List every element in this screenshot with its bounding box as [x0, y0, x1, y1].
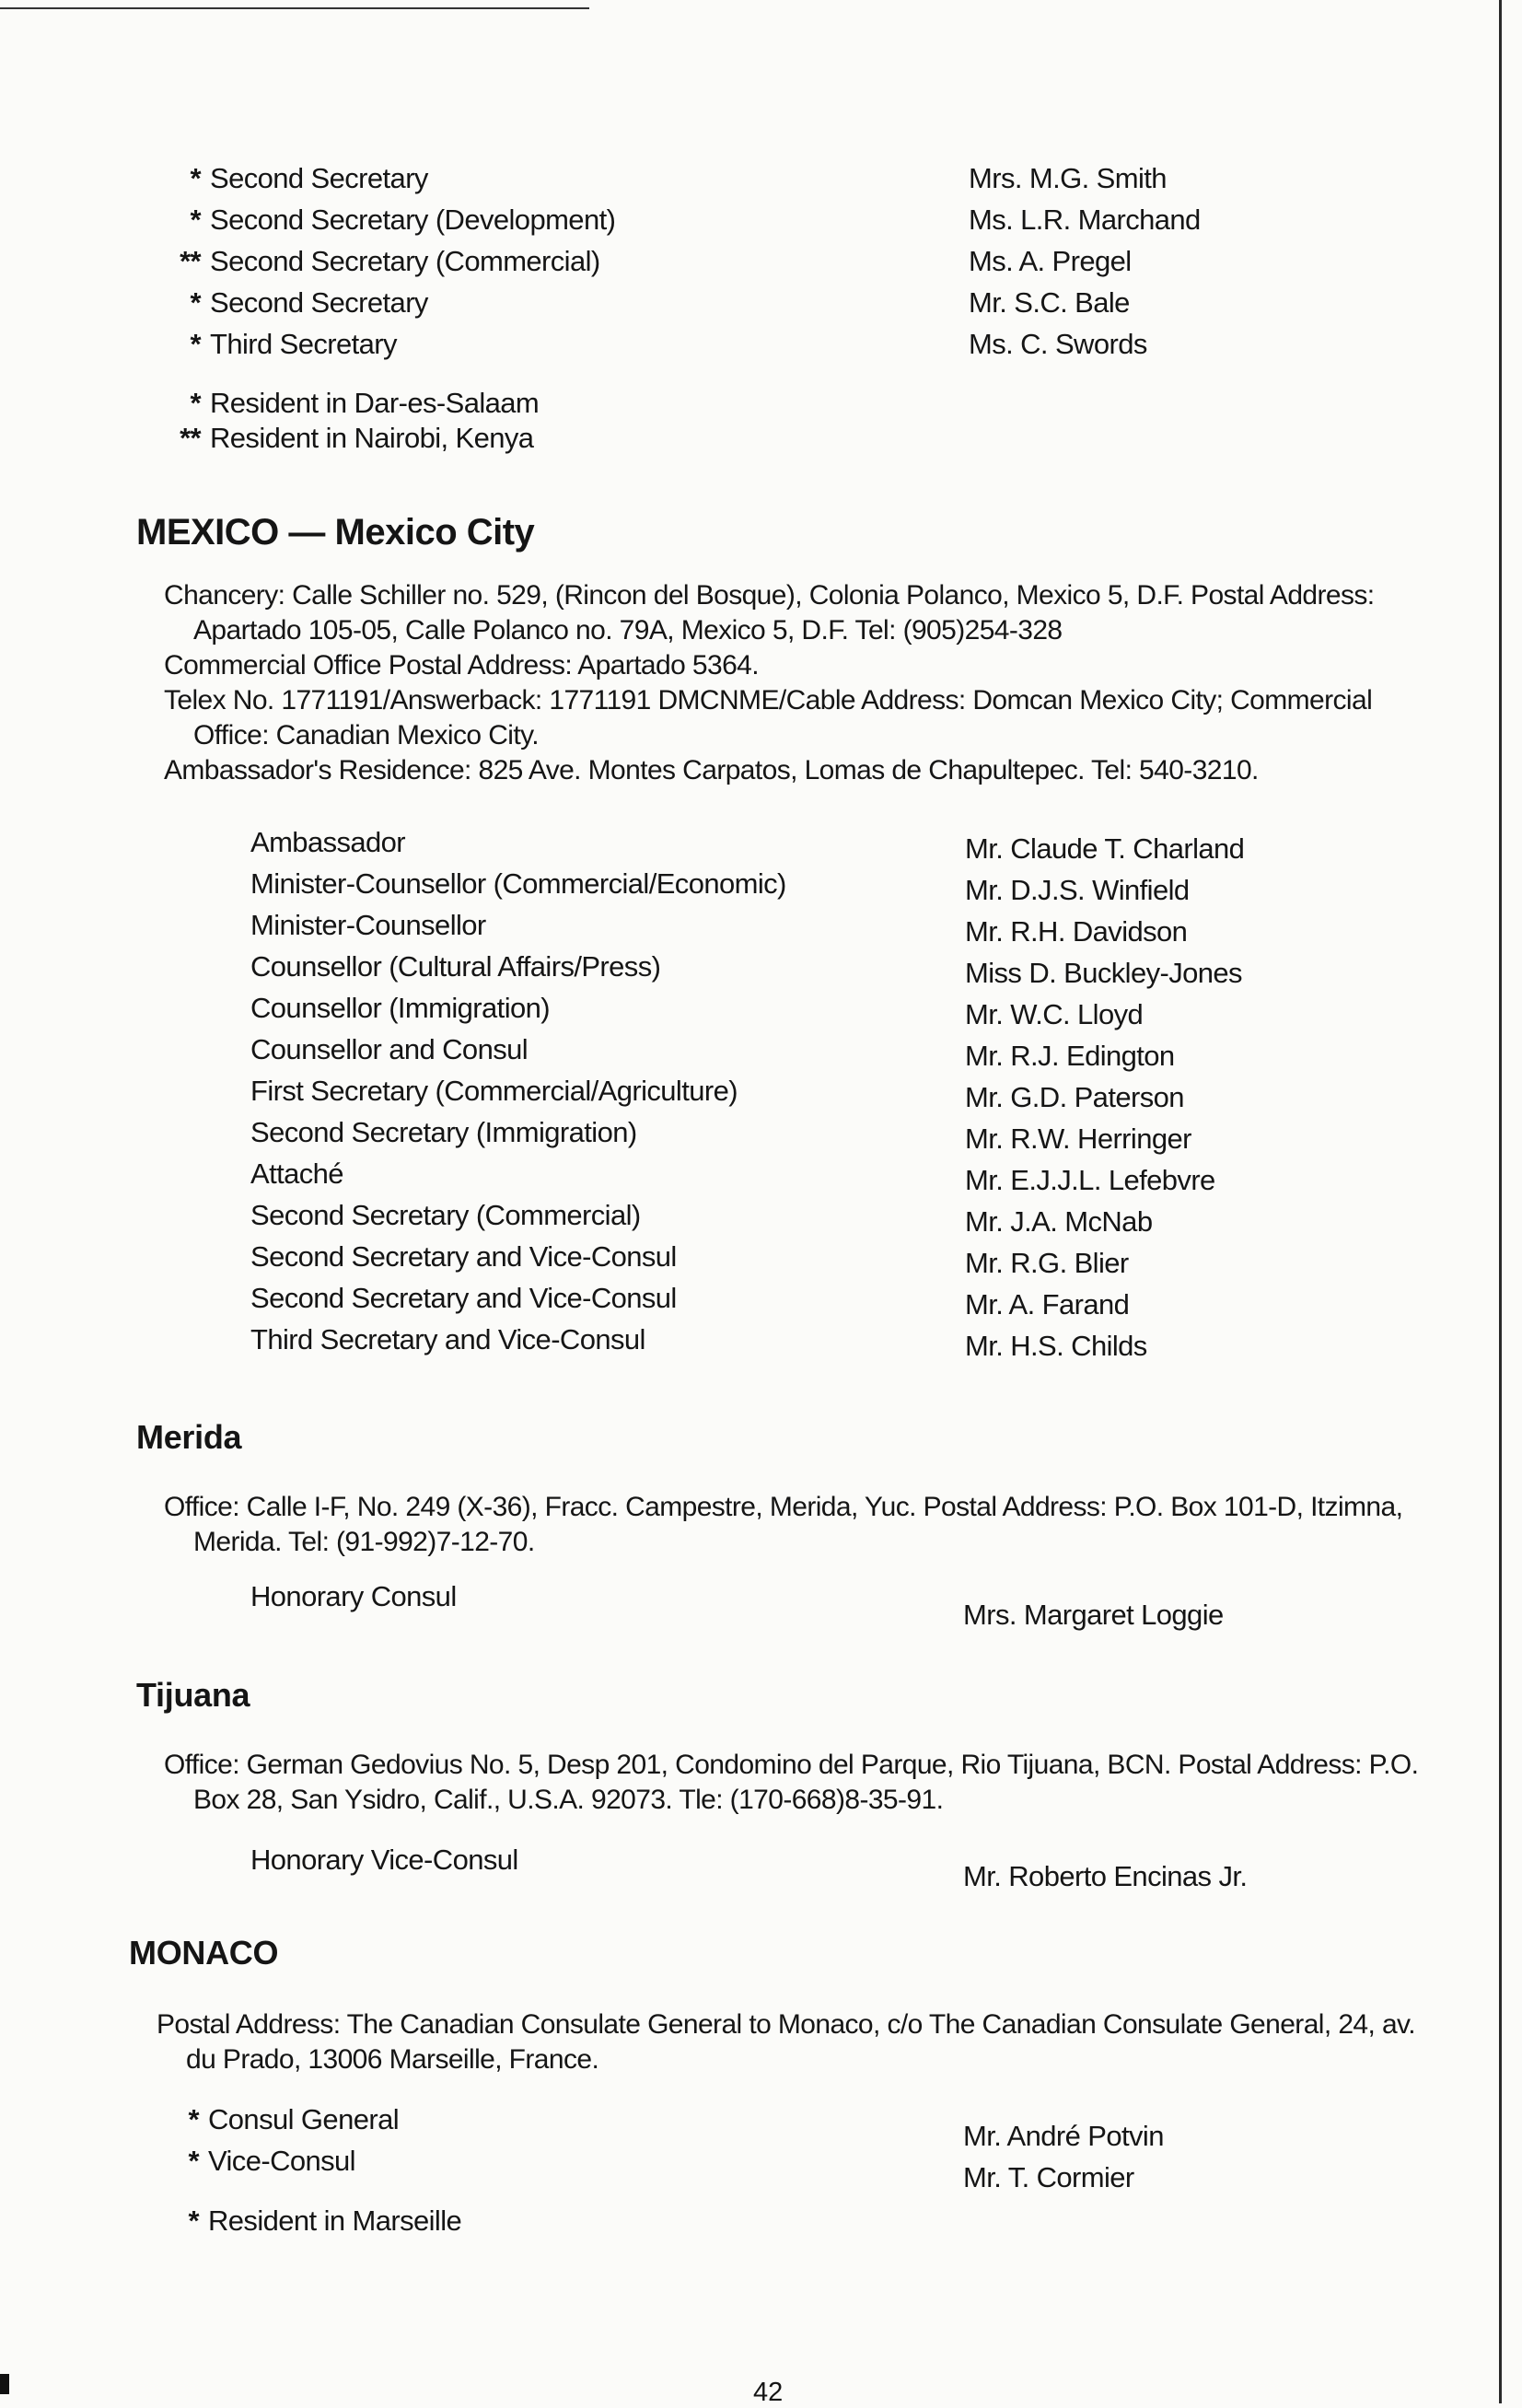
scan-mark: [0, 2374, 9, 2394]
page-edge: [1499, 0, 1502, 2403]
tijuana-staff-name-0: Mr. Roberto Encinas Jr.: [963, 1860, 1248, 1892]
mexico-staff-title-4: Counsellor (Immigration): [250, 992, 550, 1024]
mexico-staff-name-6: Mr. G.D. Paterson: [965, 1081, 1184, 1113]
merida-staff-name-0: Mrs. Margaret Loggie: [963, 1599, 1224, 1631]
mexico-staff-name-8: Mr. E.J.J.L. Lefebvre: [965, 1164, 1215, 1196]
monaco-address-line-0: Postal Address: The Canadian Consulate General to Monaco, c/o The Canadian Consulate General, 24, av. du Prado, 13006 Marseille, France.: [157, 2009, 1415, 2075]
mexico-staff-title-7: Second Secretary (Immigration): [250, 1116, 637, 1148]
top-rule: [0, 7, 589, 9]
mexico-staff-title-9: Second Secretary (Commercial): [250, 1199, 641, 1231]
mexico-address-line-1: Commercial Office Postal Address: Apartado 5364.: [164, 650, 759, 681]
mexico-staff-title-12: Third Secretary and Vice-Consul: [250, 1323, 645, 1355]
mexico-staff-name-4: Mr. W.C. Lloyd: [965, 998, 1144, 1030]
top-staff-title-4: * Third Secretary: [190, 328, 397, 360]
top-staff-title-0: * Second Secretary: [190, 162, 428, 194]
mexico-heading: MEXICO — Mexico City: [136, 512, 535, 553]
monaco-staff-name-0: Mr. André Potvin: [963, 2120, 1164, 2152]
mexico-staff-name-7: Mr. R.W. Herringer: [965, 1123, 1191, 1155]
monaco-staff-title-0: * Consul General: [188, 2103, 399, 2135]
mexico-staff-name-9: Mr. J.A. McNab: [965, 1205, 1153, 1238]
mexico-staff-title-3: Counsellor (Cultural Affairs/Press): [250, 950, 661, 983]
merida-address: [164, 1490, 1435, 1560]
top-staff-name-4: Ms. C. Swords: [969, 328, 1147, 360]
top-staff-name-1: Ms. L.R. Marchand: [969, 204, 1201, 236]
top-staff-name-3: Mr. S.C. Bale: [969, 286, 1130, 319]
mexico-address-line-3: Ambassador's Residence: 825 Ave. Montes Carpatos, Lomas de Chapultepec. Tel: 540-3210.: [164, 755, 1259, 785]
mexico-staff-title-11: Second Secretary and Vice-Consul: [250, 1282, 677, 1314]
monaco-note: * Resident in Marseille: [188, 2204, 462, 2237]
top-note-0: * Resident in Dar-es-Salaam: [190, 387, 540, 419]
mexico-staff-name-2: Mr. R.H. Davidson: [965, 915, 1188, 948]
page-number: 42: [753, 2378, 784, 2407]
mexico-staff-title-10: Second Secretary and Vice-Consul: [250, 1240, 677, 1273]
mexico-staff-title-2: Minister-Counsellor: [250, 909, 486, 941]
monaco-staff-title-1: * Vice-Consul: [188, 2145, 355, 2177]
merida-staff-title-0: Honorary Consul: [250, 1580, 457, 1612]
mexico-staff-title-5: Counsellor and Consul: [250, 1033, 529, 1065]
mexico-staff-name-3: Miss D. Buckley-Jones: [965, 957, 1242, 989]
top-staff-name-2: Ms. A. Pregel: [969, 245, 1132, 277]
mexico-staff-name-12: Mr. H.S. Childs: [965, 1330, 1147, 1362]
tijuana-address-line-0: Office: German Gedovius No. 5, Desp 201, Condomino del Parque, Rio Tijuana, BCN. Postal Address: P.O. Box 28, San Ysidro, Calif., U.S.A. 92073. Tle: (170-668)8-35-91.: [164, 1750, 1419, 1815]
mexico-staff-name-5: Mr. R.J. Edington: [965, 1040, 1175, 1072]
mexico-staff-name-11: Mr. A. Farand: [965, 1288, 1130, 1320]
mexico-staff-title-6: First Secretary (Commercial/Agriculture): [250, 1075, 738, 1107]
tijuana-staff-title-0: Honorary Vice-Consul: [250, 1844, 518, 1876]
monaco-address: [157, 2007, 1427, 2077]
mexico-staff-title-8: Attaché: [250, 1157, 343, 1190]
mexico-address: [164, 578, 1435, 788]
mexico-staff-name-0: Mr. Claude T. Charland: [965, 832, 1245, 865]
merida-address-line-0: Office: Calle I-F, No. 249 (X-36), Fracc. Campestre, Merida, Yuc. Postal Address: P.O. Box 101-D, Itzimna, Merida. Tel: (91-992)7-12-70.: [164, 1492, 1403, 1557]
monaco-heading: MONACO: [129, 1934, 279, 1972]
top-staff-name-0: Mrs. M.G. Smith: [969, 162, 1167, 194]
merida-heading: Merida: [136, 1418, 242, 1456]
mexico-staff-name-1: Mr. D.J.S. Winfield: [965, 874, 1190, 906]
mexico-staff-title-1: Minister-Counsellor (Commercial/Economic): [250, 867, 786, 900]
tijuana-address: [164, 1748, 1435, 1818]
mexico-address-line-0: Chancery: Calle Schiller no. 529, (Rincon del Bosque), Colonia Polanco, Mexico 5, D.F. Postal Address: Apartado 105-05, Calle Polanco no. 79A, Mexico 5, D.F. Tel: (905)254-328: [164, 580, 1375, 646]
top-staff-title-3: * Second Secretary: [190, 286, 428, 319]
top-staff-title-2: ** Second Secretary (Commercial): [180, 245, 600, 277]
mexico-staff-title-0: Ambassador: [250, 826, 406, 858]
tijuana-heading: Tijuana: [136, 1676, 250, 1714]
mexico-staff-name-10: Mr. R.G. Blier: [965, 1247, 1129, 1279]
monaco-staff-name-1: Mr. T. Cormier: [963, 2161, 1134, 2193]
mexico-address-line-2: Telex No. 1771191/Answerback: 1771191 DMCNME/Cable Address: Domcan Mexico City; Commercial Office: Canadian Mexico City.: [164, 685, 1373, 750]
top-note-1: ** Resident in Nairobi, Kenya: [180, 422, 534, 454]
top-staff-title-1: * Second Secretary (Development): [190, 204, 616, 236]
